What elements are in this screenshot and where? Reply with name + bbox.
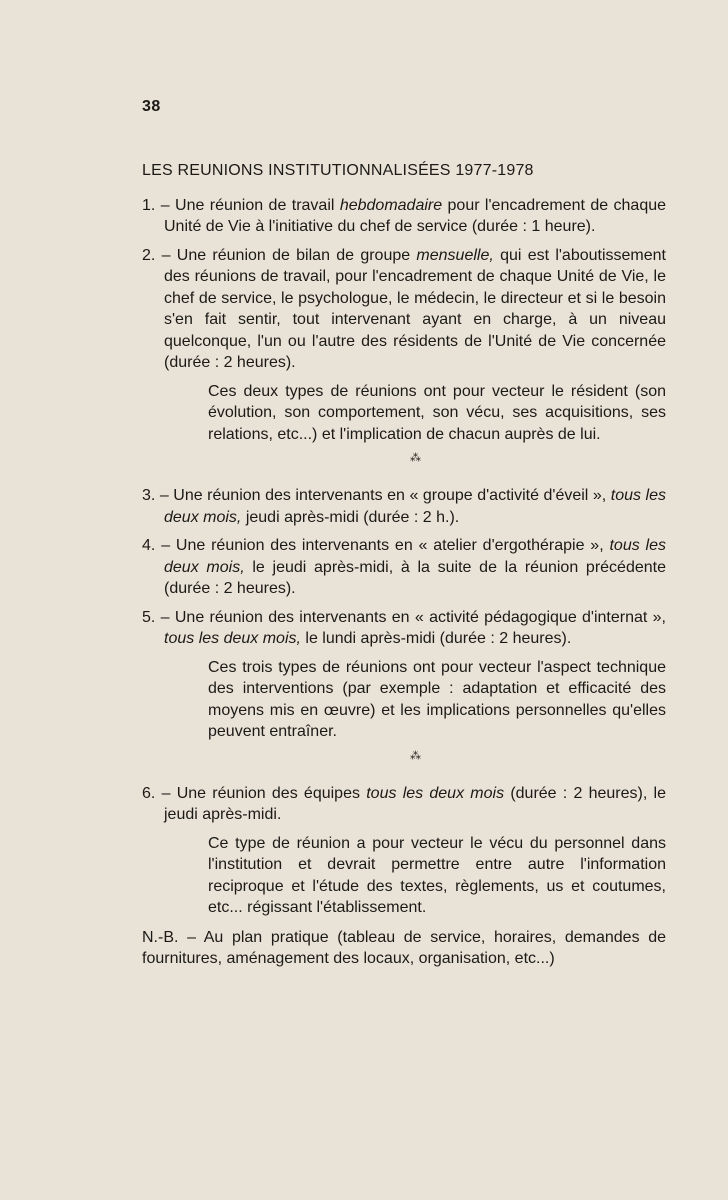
page-number: 38	[142, 98, 161, 115]
item-text: – Une réunion des intervenants en « groupe d'activité d'éveil »,	[159, 487, 611, 504]
nb-paragraph: N.-B. – Au plan pratique (tableau de service, horaires, demandes de fournitures, aménagement des locaux, organisation, etc...)	[142, 928, 666, 967]
list-item	[142, 485, 666, 528]
item-text: qui est l'aboutissement des réunions de travail, pour l'encadrement de chaque Unité de Vie, le chef de service, le psychologue, le médecin, le directeur et si le besoin s'en fait sentir, tout intervenant ayant en charge, à un niveau quelconque, l'un ou l'autre des résidents de l'Unité de Vie concernée (durée : 2 heures).	[164, 246, 666, 371]
section-heading: LES REUNIONS INSTITUTIONNALISÉES 1977-1978	[142, 162, 534, 179]
item-number: 2.	[142, 246, 162, 264]
item-text: – Une réunion des équipes	[161, 784, 367, 802]
italic-text: mensuelle,	[416, 246, 494, 264]
item-text: jeudi après-midi (durée : 2 h.).	[241, 508, 460, 526]
item-number: 6.	[142, 784, 162, 802]
note-paragraph: Ces trois types de réunions ont pour vecteur l'aspect technique des interventions (par exemple : adaptation et efficacité des moyens mis en œuvre) et les implications personnelles qu'elles peuvent entraîner.	[208, 658, 666, 740]
italic-text: tous les deux mois,	[164, 537, 667, 576]
italic-text: hebdomadaire	[339, 196, 443, 214]
item-number: 5.	[142, 608, 161, 626]
list-item	[142, 195, 666, 238]
item-text: – Une réunion des intervenants en « activité pédagogique d'internat »,	[160, 608, 666, 626]
separator-asterism: ⁂	[410, 749, 422, 762]
item-text: le lundi après-midi (durée : 2 heures).	[300, 630, 572, 647]
item-text: pour l'encadrement de chaque Unité de Vie à l'initiative du chef de service (durée : 1 heure).	[164, 196, 667, 235]
note-paragraph: Ce type de réunion a pour vecteur le vécu du personnel dans l'institution et devrait permettre entre autre l'information reciproque et l'étude des textes, règlements, us et coutumes, etc... régissant l'établissement.	[208, 834, 666, 916]
separator-asterism: ⁂	[410, 452, 422, 464]
item-text: – Une réunion des intervenants en « atelier d'ergothérapie »,	[161, 537, 610, 554]
item-number: 4.	[142, 537, 162, 554]
list-item	[142, 245, 666, 374]
italic-text: tous les deux mois,	[164, 630, 301, 647]
italic-text: tous les deux mois,	[164, 487, 667, 526]
item-text: le jeudi après-midi, à la suite de la réunion précédente (durée : 2 heures).	[164, 558, 666, 597]
list-item	[142, 535, 666, 600]
item-text: (durée : 2 heures), le jeudi après-midi.	[164, 784, 666, 823]
item-text: – Une réunion de bilan de groupe	[161, 246, 417, 264]
list-item	[142, 607, 666, 650]
item-text: – Une réunion de travail	[160, 196, 340, 214]
item-number: 1.	[142, 196, 161, 214]
note-paragraph: Ces deux types de réunions ont pour vecteur le résident (son évolution, son comportement, son vécu, ses acquisitions, ses relations, etc...) et l'implication de chacun auprès de lui.	[208, 382, 666, 443]
italic-text: tous les deux mois	[366, 784, 505, 802]
document-body	[142, 160, 666, 986]
list-item	[142, 783, 666, 826]
item-number: 3.	[142, 487, 160, 504]
